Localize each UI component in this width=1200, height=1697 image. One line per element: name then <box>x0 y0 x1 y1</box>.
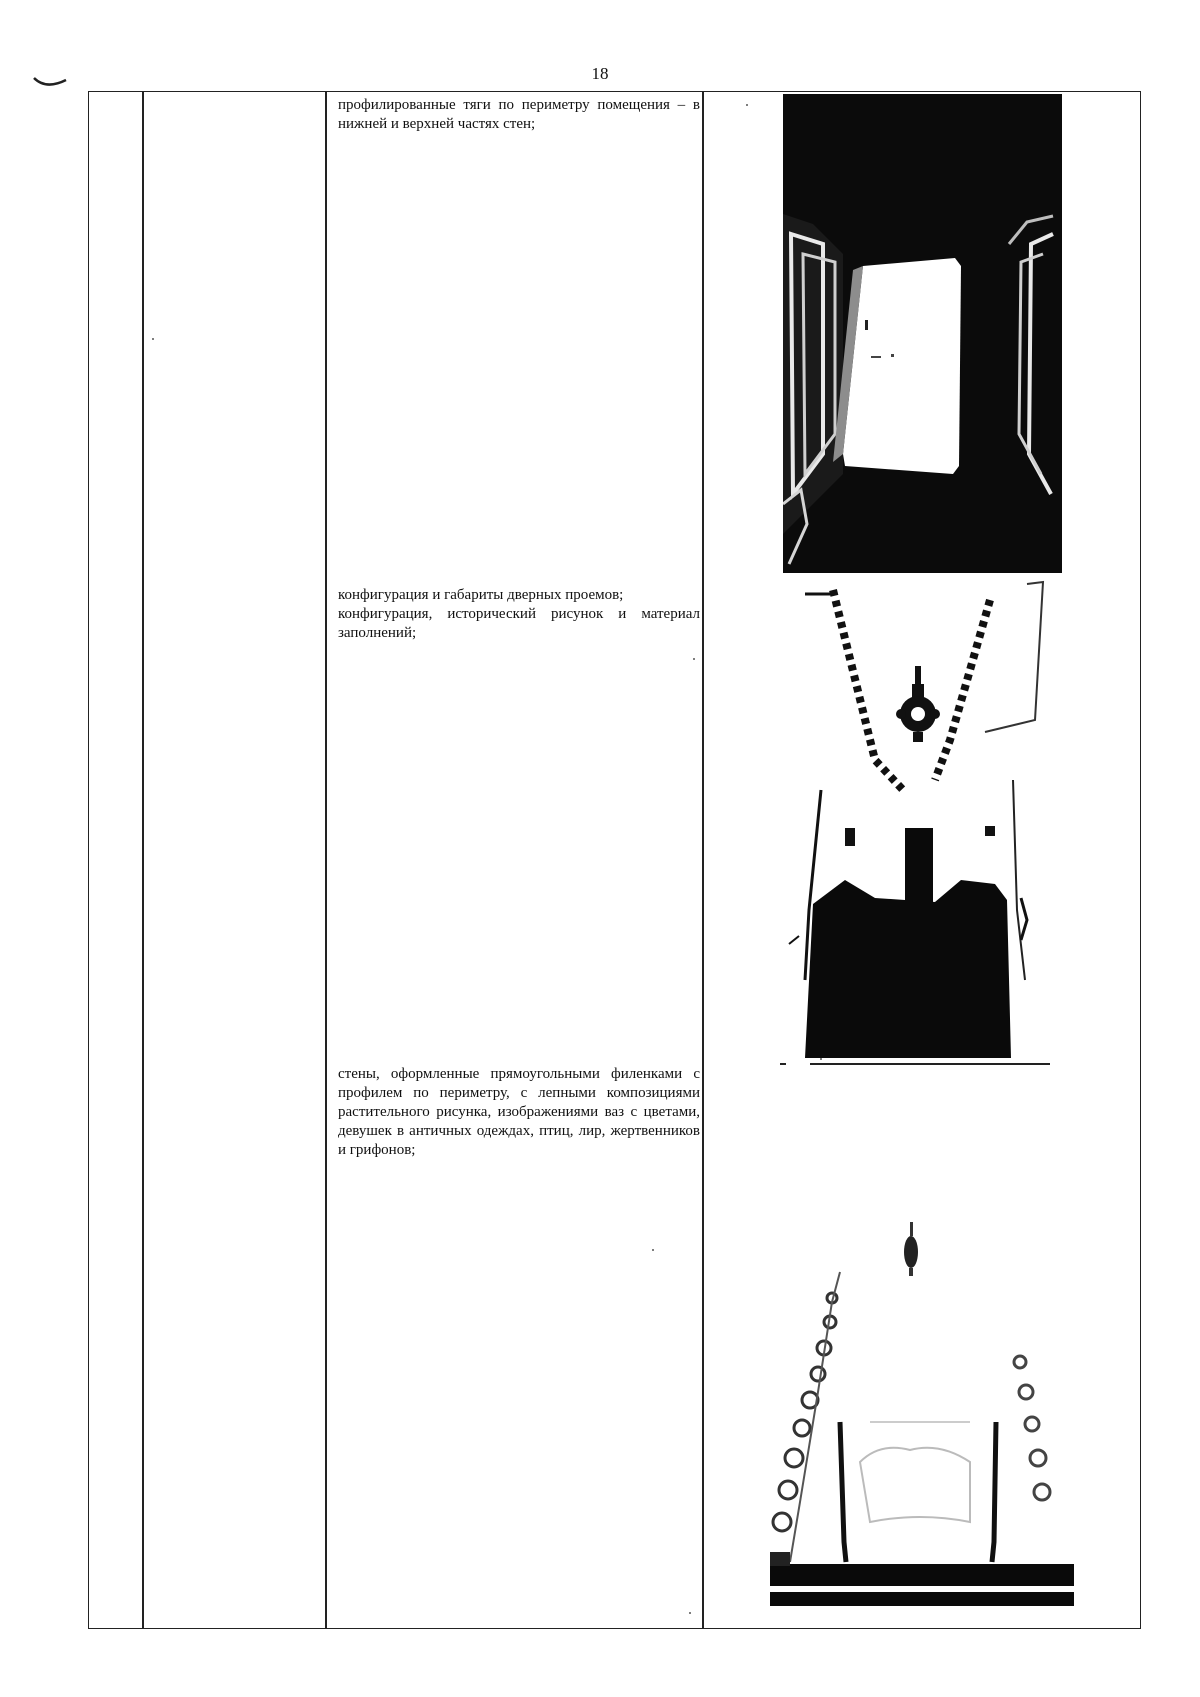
scan-speck <box>652 1249 654 1251</box>
scan-speck <box>746 104 748 106</box>
scan-speck <box>152 338 154 340</box>
scan-corner-mark <box>32 74 72 90</box>
column-divider-1 <box>142 92 144 1628</box>
room-interior-photo <box>783 94 1062 573</box>
table-row-1-description <box>338 96 700 134</box>
ceiling-chandelier-photo <box>785 580 1057 1058</box>
scan-speck <box>820 1058 822 1060</box>
column-divider-3 <box>702 92 704 1628</box>
table-row-3-description <box>338 1065 700 1160</box>
description-paragraph: конфигурация, исторический рисунок и материал заполнений; <box>338 606 700 641</box>
column-divider-2 <box>325 92 327 1628</box>
ornamented-wall-photo <box>770 1062 1074 1606</box>
description-paragraph: профилированные тяги по периметру помещения – в нижней и верхней частях стен; <box>338 97 700 132</box>
description-paragraph: стены, оформленные прямоугольными филенками с профилем по периметру, с лепными композициями растительного рисунка, изображениями ваз с цветами, девушек в античных одеждах, птиц, лир, жертвенников и грифонов; <box>338 1066 700 1158</box>
scan-speck <box>693 658 695 660</box>
page-number: 18 <box>591 64 609 83</box>
description-paragraph: конфигурация и габариты дверных проемов; <box>338 587 624 603</box>
table-row-2-description <box>338 586 700 643</box>
scan-speck <box>689 1612 691 1614</box>
